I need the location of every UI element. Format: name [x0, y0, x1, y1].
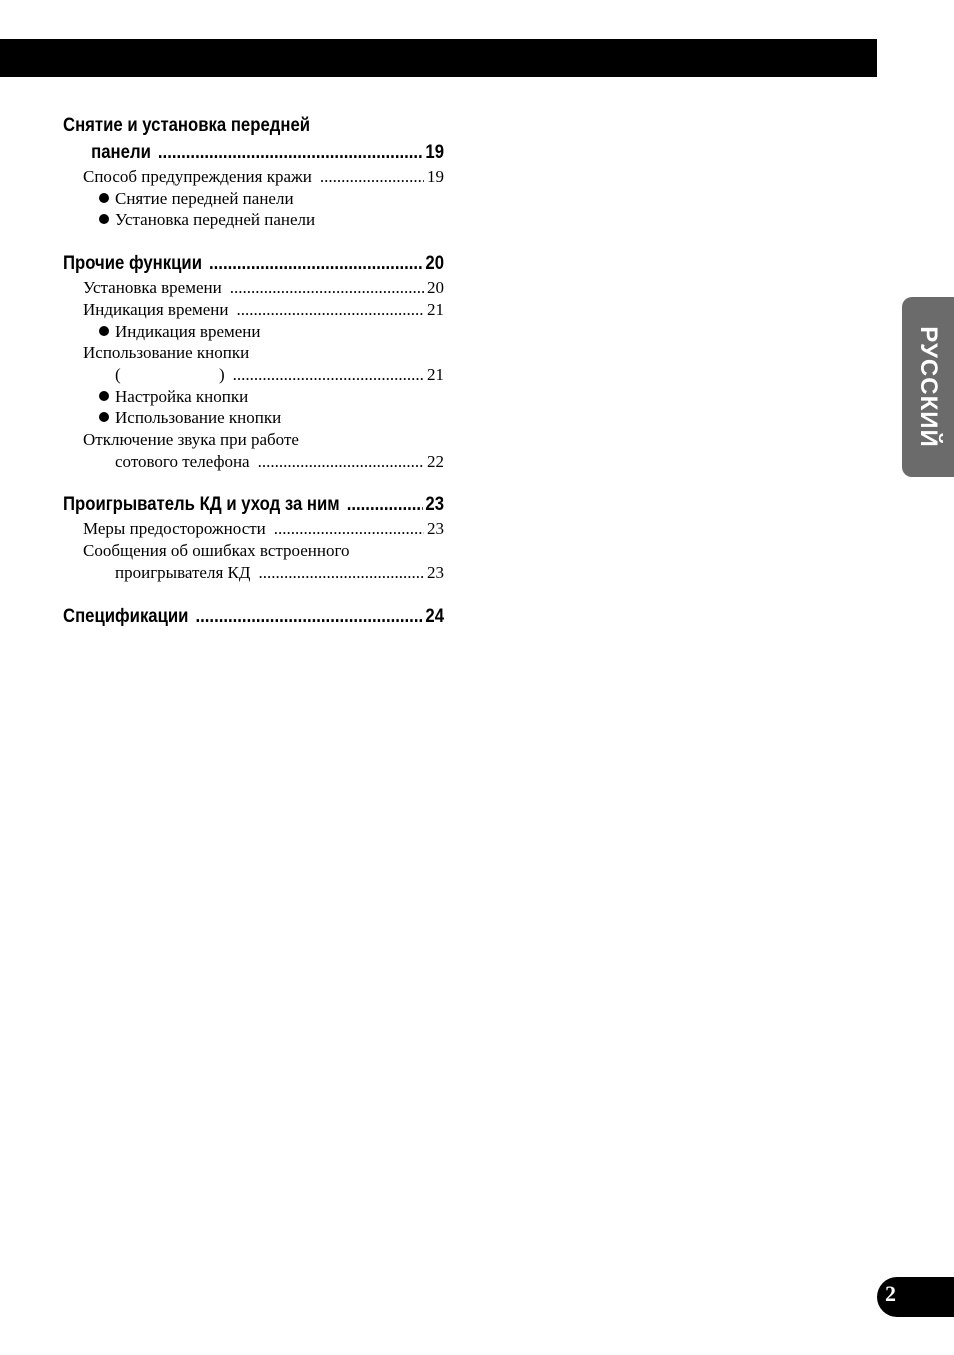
toc-entry-text: Сообщения об ошибках встроенного — [83, 541, 350, 561]
page-number-badge — [877, 1277, 954, 1317]
toc-bullet-text: Индикация времени — [115, 321, 261, 341]
toc-entry-text: сотового телефона — [115, 451, 250, 471]
language-tab-label: РУССКИЙ — [915, 326, 942, 448]
toc-bullet-entry[interactable] — [63, 209, 444, 231]
toc-page-number: 21 — [427, 299, 444, 319]
toc-page-number: 23 — [427, 562, 444, 582]
page-number: 2 — [885, 1281, 896, 1306]
bullet-icon — [99, 326, 109, 336]
toc-page-number: 24 — [425, 605, 445, 627]
toc-bullet-text: Использование кнопки — [115, 408, 282, 428]
toc-page-number: 19 — [427, 167, 444, 186]
toc-leader-dots — [347, 491, 423, 518]
toc-heading-text: Проигрыватель КД и уход за ним — [63, 494, 340, 516]
toc-entry-continuation — [83, 451, 444, 473]
toc-section-specifications — [63, 603, 444, 630]
toc-leader-dots — [237, 299, 424, 321]
toc-heading[interactable] — [63, 491, 444, 518]
toc-entry-text: Установка времени — [83, 278, 222, 298]
toc-entry[interactable] — [63, 518, 444, 540]
toc-leader-dots — [158, 139, 423, 166]
toc-entry-text: Отключение звука при работе — [83, 430, 299, 450]
toc-page-number: 21 — [427, 364, 444, 384]
toc-bullet-entry[interactable] — [63, 321, 444, 343]
bullet-icon — [99, 193, 109, 203]
toc-entry-paren-close: ) — [219, 364, 225, 384]
toc-section-cd-player — [63, 491, 444, 583]
toc-heading[interactable] — [63, 603, 444, 630]
toc-leader-dots — [230, 277, 424, 299]
toc-heading-text: панели — [91, 142, 151, 163]
toc-bullet-text: Снятие передней панели — [115, 188, 294, 208]
toc-page-number: 19 — [425, 142, 445, 163]
toc-entry-continuation — [83, 364, 444, 386]
header-bar — [0, 39, 877, 77]
toc-bullet-text: Установка передней панели — [115, 210, 316, 230]
toc-bullet-entry[interactable] — [63, 407, 444, 429]
toc-entry-text: Индикация времени — [83, 299, 229, 319]
toc-entry[interactable] — [63, 540, 444, 583]
toc-heading-text: Прочие функции — [63, 253, 202, 275]
toc-bullet-text: Настройка кнопки — [115, 386, 249, 406]
toc-entry-paren-open: ( — [115, 364, 121, 384]
toc-entry-text: Способ предупреждения кражи — [83, 167, 312, 186]
toc-bullet-entry[interactable] — [63, 386, 444, 408]
toc-page-number: 23 — [427, 519, 444, 539]
toc-entry-text: Меры предосторожности — [83, 519, 266, 539]
toc-heading-line2 — [63, 139, 444, 166]
toc-heading-line1: Снятие и установка передней — [63, 115, 311, 136]
bullet-icon — [99, 391, 109, 401]
toc-entry[interactable] — [63, 277, 444, 299]
toc-entry[interactable] — [63, 342, 444, 385]
toc-bullet-entry[interactable] — [63, 188, 444, 210]
toc-page-number: 23 — [425, 494, 445, 516]
toc-leader-dots — [258, 451, 424, 473]
toc-section-other-functions — [63, 250, 444, 472]
bullet-icon — [99, 412, 109, 422]
toc-leader-dots — [274, 518, 424, 540]
toc-leader-dots — [209, 250, 423, 277]
bullet-icon — [99, 214, 109, 224]
toc-section-front-panel — [63, 112, 444, 231]
toc-leader-dots — [195, 603, 422, 630]
toc-entry-text: Использование кнопки — [83, 343, 250, 363]
toc-leader-dots — [233, 364, 424, 386]
toc-entry[interactable] — [63, 166, 444, 188]
toc-heading[interactable] — [63, 250, 444, 277]
toc-entry-continuation — [83, 562, 444, 584]
toc-page-number: 20 — [425, 253, 445, 275]
toc-entry[interactable] — [63, 429, 444, 472]
toc-entry-text: проигрывателя КД — [115, 562, 251, 582]
toc-heading-text: Спецификации — [63, 605, 189, 627]
toc-leader-dots — [258, 562, 424, 584]
toc-entry[interactable] — [63, 299, 444, 321]
table-of-contents — [63, 112, 444, 649]
toc-heading[interactable] — [63, 112, 444, 166]
toc-page-number: 22 — [427, 451, 444, 471]
toc-page-number: 20 — [427, 278, 444, 298]
toc-leader-dots — [320, 166, 424, 188]
language-tab[interactable] — [902, 297, 954, 477]
